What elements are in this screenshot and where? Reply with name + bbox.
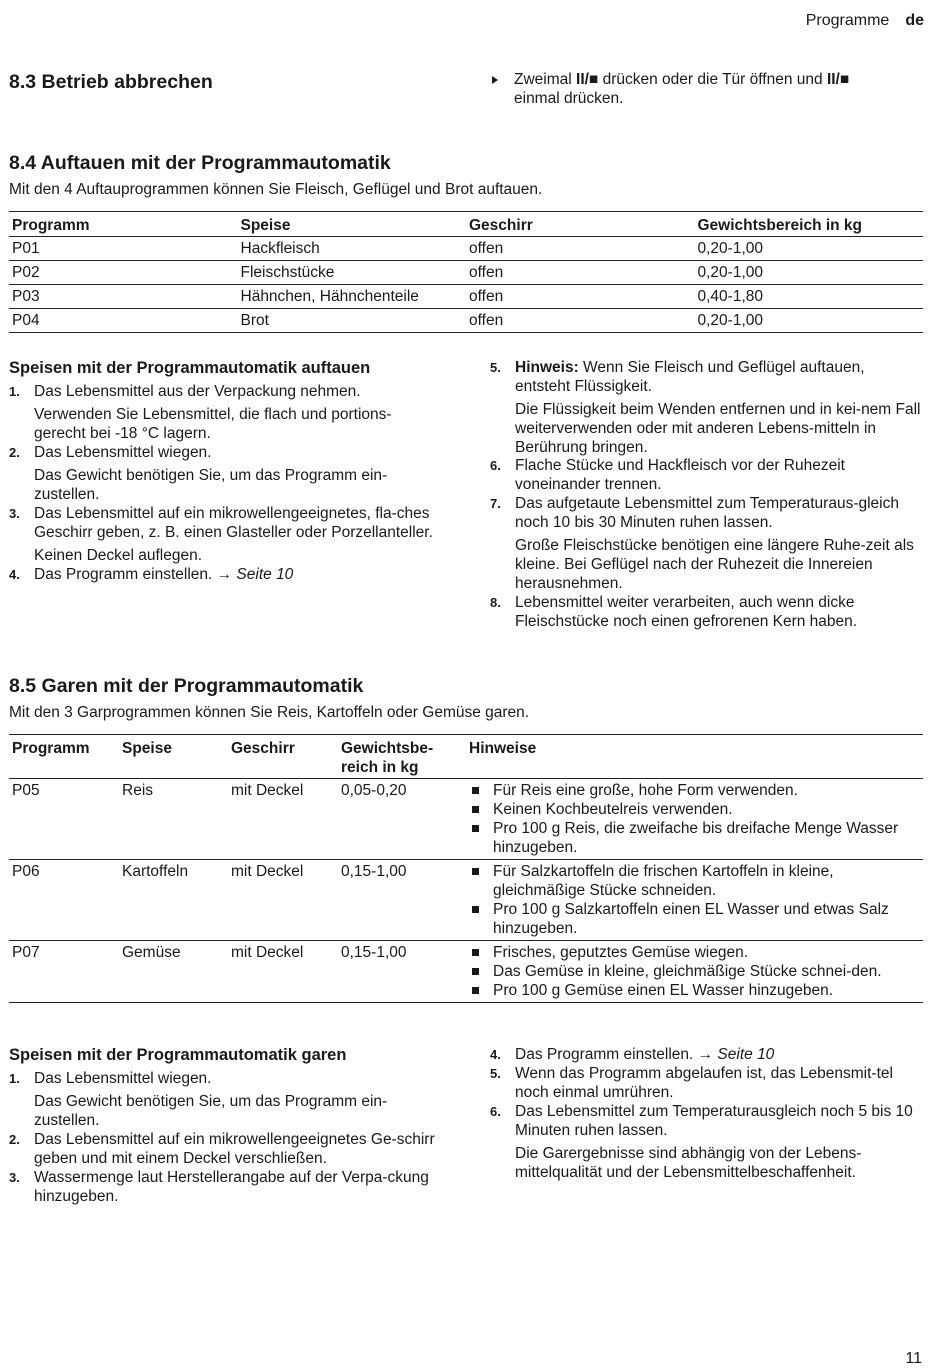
step-note: Keinen Deckel auflegen. (34, 547, 203, 564)
table-header-row (9, 735, 923, 779)
pause-stop-symbol: II/■ (576, 71, 599, 88)
step-text: Das Lebensmittel wiegen. (34, 444, 212, 461)
defrost-steps-right (490, 358, 922, 457)
step-number: 8. (490, 595, 501, 610)
step-line (515, 1064, 922, 1102)
list-item (490, 1064, 922, 1102)
instruction-text-c: einmal drücken. (514, 90, 624, 107)
bullet-square-icon (472, 868, 479, 875)
step-note: Die Flüssigkeit beim Wenden entfernen und in kei-nem Fall weiterverwenden oder mit anderen Lebens-mitteln in Berührung bringen. (515, 401, 921, 456)
running-header (806, 11, 924, 30)
step-note: Die Garergebnisse sind abhängig von der Lebens-mittelqualität und der Lebensmittelbeschaffenheit. (515, 1145, 862, 1181)
cooking-steps-title: Speisen mit der Programmautomatik garen (9, 1046, 347, 1064)
step-number: 6. (490, 458, 501, 473)
table-cell: Kartoffeln (119, 860, 228, 941)
table-row (9, 941, 923, 1003)
list-item (9, 504, 439, 565)
instruction-text-b: drücken oder die Tür öffnen und (598, 71, 827, 88)
table-cell: 0,05-0,20 (338, 779, 466, 860)
table-cell: Hackfleisch (238, 237, 467, 261)
notes-cell (466, 941, 923, 1003)
step-text: Lebensmittel weiter verarbeiten, auch wenn dicke Fleischstücke noch einen gefrorenen Kern haben. (515, 594, 858, 630)
table-row (9, 309, 923, 333)
defrost-steps-title: Speisen mit der Programmautomatik auftauen (9, 359, 371, 377)
column-header: Programm (9, 735, 119, 779)
step-line (515, 1045, 922, 1064)
table-cell: P06 (9, 860, 119, 941)
step-note: Das Gewicht benötigen Sie, um das Programm ein-zustellen. (34, 467, 388, 503)
list-item (469, 862, 920, 900)
table-cell: P02 (9, 261, 238, 285)
cooking-program-table (9, 734, 923, 1003)
note-text: Pro 100 g Gemüse einen EL Wasser hinzugeben. (493, 982, 834, 999)
notes-list (469, 781, 920, 857)
notes-list (469, 862, 920, 938)
list-item (490, 358, 922, 457)
column-header: Gewichtsbe-reich in kg (338, 735, 466, 779)
notes-list (469, 943, 920, 1000)
step-number: 6. (490, 1104, 501, 1119)
cooking-steps-right (490, 1045, 922, 1182)
table-row (9, 261, 923, 285)
notes-cell (466, 779, 923, 860)
table-cell: offen (466, 237, 695, 261)
list-item (490, 1045, 922, 1064)
list-item (469, 981, 920, 1000)
table-cell: Brot (238, 309, 467, 333)
table-row (9, 285, 923, 309)
table-cell: 0,20-1,00 (695, 309, 924, 333)
note-text: Pro 100 g Reis, die zweifache bis dreifache Menge Wasser hinzugeben. (493, 820, 899, 856)
step-number: 1. (9, 1071, 20, 1086)
header-language: de (905, 12, 924, 29)
step-number: 2. (9, 445, 20, 460)
step-number: 5. (490, 1066, 501, 1081)
list-item (469, 943, 920, 962)
table-cell: offen (466, 309, 695, 333)
instruction-text-a: Zweimal (514, 71, 577, 88)
list-item (490, 494, 922, 593)
bullet-square-icon (472, 949, 479, 956)
table-cell: 0,40-1,80 (695, 285, 924, 309)
note-text: Für Salzkartoffeln die frischen Kartoffeln in kleine, gleichmäßige Stücke schneiden. (493, 863, 834, 899)
step-text: Das Lebensmittel wiegen. (34, 1070, 212, 1087)
cooking-steps-left (9, 1069, 439, 1206)
step-number: 2. (9, 1132, 20, 1147)
table-cell: 0,20-1,00 (695, 261, 924, 285)
column-header: Hinweise (466, 735, 923, 779)
note-text: Frisches, geputztes Gemüse wiegen. (493, 944, 749, 961)
page-reference: → Seite 10 (216, 566, 294, 583)
table-cell: 0,15-1,00 (338, 941, 466, 1003)
step-line (34, 1168, 439, 1206)
page-reference: → Seite 10 (697, 1046, 775, 1063)
section-8-3-title: 8.3 Betrieb abbrechen (9, 71, 213, 93)
step-line (515, 494, 922, 532)
step-note: Das Gewicht benötigen Sie, um das Programm ein-zustellen. (34, 1093, 388, 1129)
step-note: Verwenden Sie Lebensmittel, die flach und portions-gerecht bei -18 °C lagern. (34, 406, 392, 442)
list-item (9, 1168, 439, 1206)
table-row (9, 779, 923, 860)
step-line (515, 456, 922, 494)
section-8-4-intro: Mit den 4 Auftauprogrammen können Sie Fleisch, Geflügel und Brot auftauen. (9, 181, 543, 198)
list-item (469, 819, 920, 857)
table-cell: mit Deckel (228, 860, 338, 941)
table-cell: Fleischstücke (238, 261, 467, 285)
section-8-5-intro: Mit den 3 Garprogrammen können Sie Reis, Kartoffeln oder Gemüse garen. (9, 704, 530, 721)
list-item (490, 593, 922, 631)
defrost-steps-right-cont (490, 456, 922, 631)
table-cell: Reis (119, 779, 228, 860)
step-number: 4. (490, 1047, 501, 1062)
note-text: Keinen Kochbeutelreis verwenden. (493, 801, 733, 818)
table-cell: offen (466, 261, 695, 285)
step-line (515, 1102, 922, 1140)
note-text: Pro 100 g Salzkartoffeln einen EL Wasser und etwas Salz hinzugeben. (493, 901, 889, 937)
note-text: Das Gemüse in kleine, gleichmäßige Stücke schnei-den. (493, 963, 882, 980)
step-line (34, 382, 439, 401)
header-section: Programme (805, 12, 890, 29)
bullet-square-icon (472, 825, 479, 832)
list-item (9, 1069, 439, 1130)
column-header: Geschirr (228, 735, 338, 779)
table-cell: P05 (9, 779, 119, 860)
bullet-square-icon (472, 787, 479, 794)
table-cell: P03 (9, 285, 238, 309)
step-note: Große Fleischstücke benötigen eine längere Ruhe-zeit als kleine. Bei Geflügel nach der Ruhezeit die Innereien herausnehmen. (515, 537, 914, 592)
table-cell: mit Deckel (228, 779, 338, 860)
table-row (9, 860, 923, 941)
table-cell: 0,20-1,00 (695, 237, 924, 261)
list-item (490, 1102, 922, 1182)
list-item (9, 382, 439, 443)
defrost-program-table (9, 211, 923, 333)
instruction-arrow-icon (492, 76, 498, 84)
step-text: Flache Stücke und Hackfleisch vor der Ruhezeit voneinander trennen. (515, 457, 845, 493)
step-number: 3. (9, 506, 20, 521)
step-text: Das Programm einstellen. (515, 1046, 698, 1063)
step-text: Das Lebensmittel auf ein mikrowellengeeignetes, fla-ches Geschirr geben, z. B. einen Glasteller oder Porzellanteller. (34, 505, 433, 541)
list-item (9, 1130, 439, 1168)
column-header: Geschirr (466, 212, 695, 237)
section-8-4-title: 8.4 Auftauen mit der Programmautomatik (9, 152, 391, 174)
bullet-square-icon (472, 906, 479, 913)
list-item (469, 962, 920, 981)
step-text: Das Lebensmittel auf ein mikrowellengeeignetes Ge-schirr geben und mit einem Deckel verschließen. (34, 1131, 435, 1167)
pause-stop-symbol-2: II/■ (826, 71, 850, 88)
step-line (34, 565, 439, 584)
section-8-5-title: 8.5 Garen mit der Programmautomatik (9, 675, 364, 697)
step-line (515, 593, 922, 631)
table-cell: 0,15-1,00 (338, 860, 466, 941)
table-cell: P01 (9, 237, 238, 261)
step-text: Wassermenge laut Herstellerangabe auf der Verpa-ckung hinzugeben. (34, 1169, 429, 1205)
table-cell: Hähnchen, Hähnchenteile (238, 285, 467, 309)
list-item (490, 456, 922, 494)
step-line (34, 1130, 439, 1168)
step-line (34, 504, 439, 542)
step-line (34, 1069, 439, 1088)
table-row (9, 237, 923, 261)
section-8-3-instruction (490, 70, 930, 108)
step-text: Das Lebensmittel zum Temperaturausgleich noch 5 bis 10 Minuten ruhen lassen. (515, 1103, 913, 1139)
note-label: Hinweis: (515, 359, 579, 376)
table-header-row (9, 212, 923, 237)
step-text: Das Lebensmittel aus der Verpackung nehmen. (34, 383, 361, 400)
bullet-square-icon (472, 987, 479, 994)
step-number: 7. (490, 496, 501, 511)
step-text: Wenn das Programm abgelaufen ist, das Lebensmit-tel noch einmal umrühren. (515, 1065, 893, 1101)
table-cell: mit Deckel (228, 941, 338, 1003)
step-text: Das Programm einstellen. (34, 566, 217, 583)
column-header: Programm (9, 212, 238, 237)
list-item (469, 900, 920, 938)
note-text: Für Reis eine große, hohe Form verwenden. (493, 782, 798, 799)
bullet-square-icon (472, 968, 479, 975)
column-header: Speise (119, 735, 228, 779)
list-item (9, 443, 439, 504)
table-cell: Gemüse (119, 941, 228, 1003)
list-item (469, 781, 920, 800)
table-cell: offen (466, 285, 695, 309)
step-line (34, 443, 439, 462)
step-number: 1. (9, 384, 20, 399)
defrost-steps-left (9, 382, 439, 584)
step-text: Das aufgetaute Lebensmittel zum Temperaturaus-gleich noch 10 bis 30 Minuten ruhen lassen. (515, 495, 899, 531)
table-cell: P04 (9, 309, 238, 333)
page-number: 11 (905, 1350, 922, 1367)
step-number: 4. (9, 567, 20, 582)
step-text: Wenn Sie Fleisch und Geflügel auftauen, entsteht Flüssigkeit. (515, 359, 865, 395)
column-header: Gewichtsbereich in kg (695, 212, 924, 237)
list-item (469, 800, 920, 819)
step-number: 5. (490, 360, 501, 375)
list-item (9, 565, 439, 584)
bullet-square-icon (472, 806, 479, 813)
step-number: 3. (9, 1170, 20, 1185)
column-header: Speise (238, 212, 467, 237)
table-cell: P07 (9, 941, 119, 1003)
notes-cell (466, 860, 923, 941)
